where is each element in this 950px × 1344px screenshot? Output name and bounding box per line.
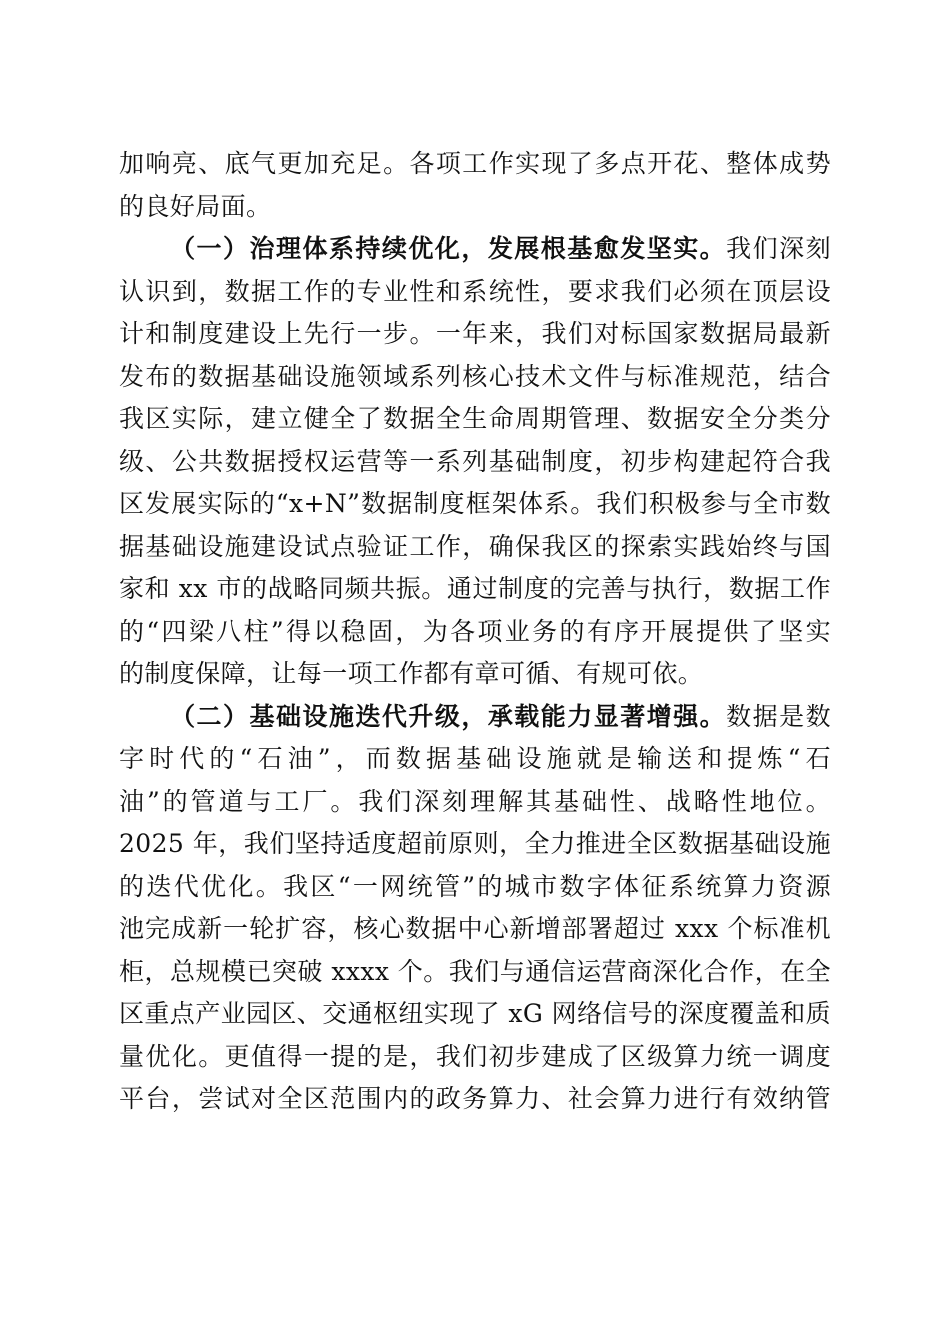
text-line: 字时代的“石油”，而数据基础设施就是输送和提炼“石 xyxy=(119,744,831,773)
text-line: 家和 xx 市的战略同频共振。通过制度的完善与执行，数据工作 xyxy=(119,574,831,603)
text-line: 平台，尝试对全区范围内的政务算力、社会算力进行有效纳管 xyxy=(119,1084,831,1113)
text-line: 区发展实际的“x+N”数据制度框架体系。我们积极参与全市数 xyxy=(119,489,831,518)
text-run: 我们深刻 xyxy=(726,234,831,263)
text-line: 我区实际，建立健全了数据全生命周期管理、数据安全分类分 xyxy=(119,404,831,433)
text-line: 的迭代优化。我区“一网统管”的城市数字体征系统算力资源 xyxy=(119,871,831,901)
text-line: 区重点产业园区、交通枢纽实现了 xG 网络信号的深度覆盖和质 xyxy=(119,999,831,1028)
text-line: 2025 年，我们坚持适度超前原则，全力推进全区数据基础设施 xyxy=(119,829,831,858)
text-line: 发布的数据基础设施领域系列核心技术文件与标准规范，结合 xyxy=(119,361,831,391)
text-line: 的制度保障，让每一项工作都有章可循、有规可依。 xyxy=(119,659,704,688)
paragraph-governance xyxy=(119,228,831,696)
text-line: 认识到，数据工作的专业性和系统性，要求我们必须在顶层设 xyxy=(119,276,831,306)
section-heading-infrastructure: （二）基础设施迭代升级，承载能力显著增强。 xyxy=(169,701,727,731)
text-line: 加响亮、底气更加充足。各项工作实现了多点开花、整体成势 xyxy=(119,149,831,178)
text-run: 数据是数 xyxy=(726,701,831,731)
paragraph-first-line xyxy=(119,228,831,271)
document-body xyxy=(119,143,831,1121)
text-line: 据基础设施建设试点验证工作，确保我区的探索实践始终与国 xyxy=(119,531,831,561)
text-line: 的“四梁八柱”得以稳固，为各项业务的有序开展提供了坚实 xyxy=(119,616,831,646)
section-heading-governance: （一）治理体系持续优化，发展根基愈发坚实。 xyxy=(169,234,727,263)
text-line: 计和制度建设上先行一步。一年来，我们对标国家数据局最新 xyxy=(119,319,831,348)
text-line: 柜，总规模已突破 xxxx 个。我们与通信运营商深化合作，在全 xyxy=(119,956,831,986)
paragraph-first-line xyxy=(119,696,831,739)
paragraph-continuation xyxy=(119,143,831,228)
text-line: 量优化。更值得一提的是，我们初步建成了区级算力统一调度 xyxy=(119,1041,831,1071)
text-line: 池完成新一轮扩容，核心数据中心新增部署超过 xxx 个标准机 xyxy=(119,914,831,943)
text-line: 的良好局面。 xyxy=(119,191,272,221)
paragraph-infrastructure xyxy=(119,696,831,1121)
text-line: 级、公共数据授权运营等一系列基础制度，初步构建起符合我 xyxy=(119,446,831,476)
text-line: 油”的管道与工厂。我们深刻理解其基础性、战略性地位。 xyxy=(119,786,831,816)
